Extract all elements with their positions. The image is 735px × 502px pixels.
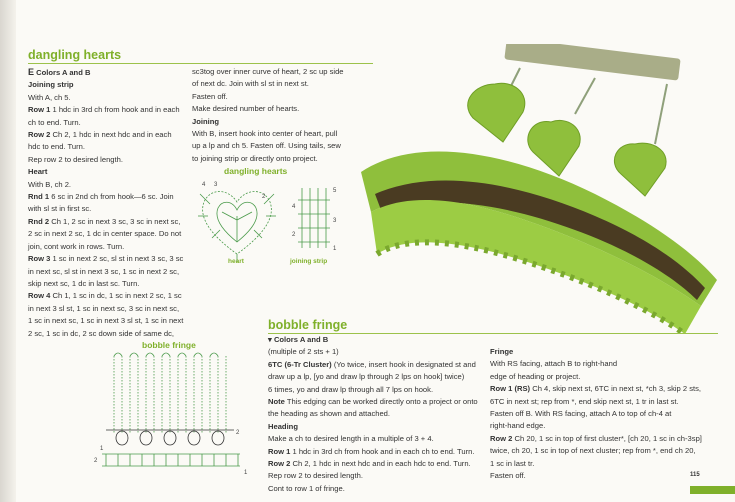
instruction-line: Ch 2, 1 hdc in next hdc and in each [52, 130, 172, 140]
chart-title-bobble-fringe: bobble fringe [142, 340, 196, 350]
instruction-line: 1 sc in next 2 sc, sl st in next 3 sc, 3 sc [52, 254, 184, 264]
instruction-line: Ch 1, 1 sc in dc, 1 sc in next 2 sc, 1 sc [52, 291, 182, 301]
instruction-line: 2 sc in next 2 sc, 1 dc in center space. Do not [28, 229, 182, 239]
strip-row-number: 3 [333, 218, 337, 224]
page-number: 115 [690, 472, 700, 478]
strip-row-number: 4 [292, 204, 296, 210]
instruction-line: Ch 2, 1 hdc in next hdc and in each hdc to end. Turn. [292, 459, 471, 469]
row-label: Row 1 (RS) [490, 384, 531, 394]
instruction-line: Ch 20, 1 sc in top of first cluster*, [ch 20, 1 sc in ch-3sp] [514, 433, 702, 443]
chart-label-heart: heart [228, 258, 244, 265]
instruction-line: Rep row 2 to desired length. [28, 154, 123, 164]
bobble-fringe-chart [92, 350, 252, 480]
heart-row-number: 4 [202, 182, 206, 188]
instruction-line: (Yo twice, insert hook in designated st and [333, 359, 476, 369]
heading-row-number: 2 [94, 458, 98, 464]
colors-marker: E [28, 67, 35, 77]
row-label: Row 2 [28, 130, 51, 140]
heart-chart [198, 192, 276, 263]
fringe-row-number: 2 [236, 430, 240, 436]
instruction-line: Fasten off B. With RS facing, attach A to top of ch-4 at [490, 409, 672, 419]
instruction-line: Fasten off. [192, 91, 228, 101]
instruction-line: Make desired number of hearts. [192, 104, 300, 114]
strip-row-number: 1 [333, 246, 337, 252]
bobble-instructions-col1: ▾ Colors A and B (multiple of 2 sts + 1) 6TC (6-Tr Cluster) (Yo twice, insert hook in designated st and draw up a lp, [yo and draw lp through 2 lps on hook] twice) 6 times, yo and draw lp through all 7 lps on hook. Note This edging can be worked directly onto a project or onto the heading as shown and attached. Heading Make a ch to desired length in a multiple of 3 + 4. Row 1 1 hdc in 3rd ch from hook and in each ch to end. Turn. Row 2 Ch 2, 1 hdc in next hdc and in each hdc to end. Turn. Rep row 2 to desired length. Cont to row 1 of fringe. [268, 334, 488, 495]
instruction-line: Make a ch to desired length in a multiple of 3 + 4. [268, 434, 434, 444]
row-label: Row 3 [28, 254, 51, 264]
heart-row-number: 2 [262, 194, 266, 200]
colors-line: Colors A and B [36, 68, 91, 77]
instruction-line: in next 3 sl st, 1 sc in next sc, 3 sc in next sc, [28, 303, 180, 313]
instruction-line: With RS facing, attach B to right-hand [490, 359, 618, 369]
joining-strip-chart [298, 188, 330, 248]
heading-row-number: 1 [244, 470, 248, 476]
dangling-instructions-col1 [28, 66, 198, 340]
instruction-line: Ch 1, 2 sc in next 3 sc, 3 sc in next sc, [51, 216, 181, 226]
instruction-line: 2 sc, 1 sc in dc, 2 sc down side of same dc, [28, 328, 175, 338]
page-number-bar [690, 486, 735, 494]
instruction-line: 1 sc in last tr. [490, 458, 535, 468]
instruction-line: the heading as shown and attached. [268, 409, 391, 419]
fringe-label: Fringe [490, 347, 514, 356]
instruction-line: 6TC in next st; rep from *, end skip next st, 1 tr in last st. [490, 396, 679, 406]
row-label: Row 4 [28, 291, 51, 301]
instruction-line: twice, ch 20, 1 sc in top of next cluster; rep from *, end ch 20, [490, 446, 696, 456]
instruction-line: to joining strip or directly onto project. [192, 153, 318, 163]
heart-heading: Heart [28, 167, 48, 177]
row-label: Rnd 2 [28, 216, 50, 226]
fringe-chains [114, 353, 226, 434]
instruction-line: Rep row 2 to desired length. [268, 471, 363, 481]
stitch-label: 6TC (6-Tr Cluster) [268, 359, 332, 369]
row-label: Row 1 [28, 105, 51, 115]
note-label: Note [268, 397, 285, 407]
fringe-row-number: 1 [100, 446, 104, 452]
section-title-bobble-fringe: bobble fringe [268, 318, 348, 332]
instruction-line: with sl st in first sc. [28, 204, 92, 214]
heading-label: Heading [268, 421, 298, 431]
instruction-line: edge of heading or project. [490, 371, 581, 381]
instruction-line: With A, ch 5. [28, 92, 71, 102]
joining-heading: Joining strip [28, 80, 74, 90]
instruction-line: up a lp and ch 5. Fasten off. Using tails, sew [192, 141, 341, 151]
instruction-line: 6 sc in 2nd ch from hook—6 sc. Join [51, 192, 174, 202]
instruction-line: ch to end. Turn. [28, 117, 81, 127]
colors-line: Colors A and B [273, 335, 329, 344]
strip-row-number: 2 [292, 232, 296, 238]
instruction-line: This edging can be worked directly onto a project or onto [286, 397, 478, 407]
instruction-line: draw up a lp, [yo and draw lp through 2 lps on hook] twice) [268, 372, 465, 382]
instruction-line: Cont to row 1 of fringe. [268, 483, 345, 493]
row-label: Row 1 [268, 446, 291, 456]
instruction-line: With B, insert hook into center of heart, pull [192, 129, 338, 139]
row-label: Row 2 [268, 459, 291, 469]
instruction-line: Fasten off. [490, 471, 526, 481]
chart-label-joining-strip: joining strip [290, 258, 328, 265]
instruction-line: 1 sc in next sc, 1 sc in next 3 sl st, 1 sc in next [28, 316, 184, 326]
bobble-instructions-col2 [490, 346, 715, 482]
instruction-line: With B, ch 2. [28, 179, 72, 189]
instruction-line: join, cont work in rows. Turn. [28, 241, 125, 251]
instruction-line: hdc to end. Turn. [28, 142, 85, 152]
strip-row-number: 5 [333, 188, 337, 194]
instruction-line: right-hand edge. [490, 421, 546, 431]
section-title-dangling-hearts: dangling hearts [28, 48, 122, 62]
dangling-hearts-chart [192, 176, 352, 274]
row-label: Row 2 [490, 433, 513, 443]
chart-title-dangling-hearts: dangling hearts [224, 166, 288, 176]
joining-finish-heading: Joining [192, 116, 219, 126]
instruction-line: skip next sc, 1 dc in last sc. Turn. [28, 278, 140, 288]
instruction-line: sc3tog over inner curve of heart, 2 sc up side [192, 67, 344, 76]
row-label: Rnd 1 [28, 192, 50, 202]
title-rule [28, 63, 373, 64]
crochet-sample-photo [355, 44, 725, 344]
instruction-line: 1 hdc in 3rd ch from hook and in each ch to end. Turn. [292, 446, 475, 456]
heading-rows [102, 454, 240, 466]
instruction-line: 1 hdc in 3rd ch from hook and in each [52, 105, 180, 115]
multiple-line: (multiple of 2 sts + 1) [268, 347, 339, 357]
fringe-band-photo [361, 152, 717, 334]
heart-row-number: 3 [214, 182, 218, 188]
page-gutter [0, 0, 16, 502]
instruction-line: Ch 4, skip next st, 6TC in next st, *ch 3, skip 2 sts, [532, 384, 702, 394]
instruction-line: of next dc. Join with sl st in next st. [192, 79, 309, 89]
instruction-line: in next sc, sl st in next 3 sc, 1 sc in next 2 sc, [28, 266, 180, 276]
dangling-instructions-col2 [192, 66, 372, 165]
instruction-line: 6 times, yo and draw lp through all 7 lps on hook. [268, 384, 434, 394]
